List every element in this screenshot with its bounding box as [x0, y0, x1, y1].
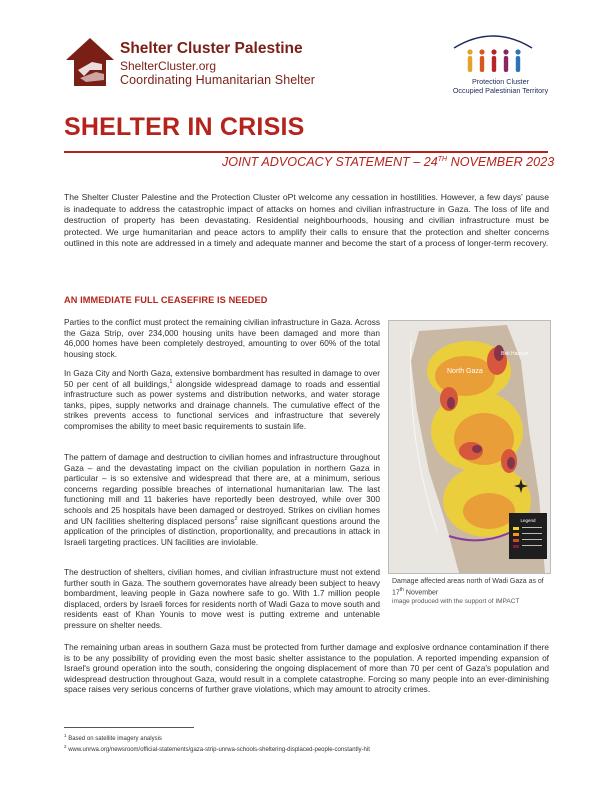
map-legend-title: Legend [520, 518, 536, 523]
protection-cluster-logo [438, 28, 563, 100]
map-label-north-gaza: North Gaza [447, 368, 483, 375]
document-subtitle [222, 155, 555, 169]
protection-cluster-territory: Occupied Palestinian Territory [452, 86, 549, 95]
subtitle-date: NOVEMBER 2023 [447, 155, 555, 169]
section-heading: AN IMMEDIATE FULL CEASEFIRE IS NEEDED [64, 295, 268, 305]
paragraph-south: The destruction of shelters, civilian homes, and civilian infrastructure must not extend further south in Gaza. The southern governorates have already been subject to heavy bombardment, leaving people in Gaza nowhere safe to go. With 1.7 million people displaced, orders by Israeli forces for residents north of Wadi Gaza to move south and residents east of Khan Younis to move west is putting extreme and untenable pressure on shelter needs. [64, 567, 380, 630]
subtitle-ordinal: TH [437, 155, 448, 163]
shelter-cluster-url[interactable]: ShelterCluster.org [120, 59, 217, 73]
footnote-ref-2[interactable]: 2 [234, 515, 238, 522]
paragraph-ihl [64, 452, 380, 547]
map-caption-text: Damage affected areas north of Wadi Gaza as of 17 [392, 578, 544, 597]
paragraph-text: alongside widespread damage to roads and essential infrastructure such as power systems and distribution networks, and water storage tanks, pipes, supply networks and drainage channels. The cumulative effect of the strikes prevents access to functional services and infrastructure that severely compromises the ability to meet basic requirements to sustain life. [64, 378, 380, 431]
paragraph-north-gaza [64, 368, 380, 432]
protection-cluster-name: Protection Cluster [471, 77, 530, 86]
map-label-beit-hanoun: Beit Hanoun [501, 351, 529, 357]
paragraph-text: raise significant questions around the application of the principles of distinction, proportionality, and precautions in attack in Israeli targeting practices. UN facilities are inviolable. [64, 515, 380, 547]
shelter-cluster-tagline: Coordinating Humanitarian Shelter [120, 73, 316, 87]
footnote-text: Based on satellite imagery analysis [68, 736, 162, 742]
map-caption-ordinal: th [399, 587, 404, 594]
footnote-number: 1 [64, 733, 67, 738]
title-divider [64, 151, 548, 153]
footnote-ref-1[interactable]: 1 [169, 378, 173, 385]
subtitle-main: JOINT ADVOCACY STATEMENT – 24 [222, 155, 438, 169]
damage-map-image [389, 321, 550, 573]
paragraph-southern-urban: The remaining urban areas in southern Gaza must be protected from further damage and explosive ordnance contamination if there is to be any possibility of providing even the most basic shelter assistance to the population. A reported impending expansion of Israel's ground operation into the south, considering the ongoing displacement of more than 70 per cent of Gaza's population and widespread destruction throughout Gaza, would result in a complete catastrophe. Forcing so many people into an ever-diminishing space raises very serious concerns of further grave violations, which may amount to atrocity crimes. [64, 642, 549, 695]
people-figures-icon [448, 30, 538, 82]
footnote-number: 2 [64, 744, 67, 749]
paragraph-text: The pattern of damage and destruction to civilian homes and infrastructure throughout Gaza – and the devastating impact on the civilian population in northern Gaza in particular – is so extensive and widespread that there are, at a minimum, serious concerns regarding possible breaches of international humanitarian law. The last functioning mill and 11 bakeries have reportedly been destroyed, while over 300 schools and 25 hospitals have been damaged or destroyed. Strikes on civilian homes and UN facilities sheltering displaced persons [64, 452, 380, 526]
footnote-2 [64, 744, 370, 753]
footnote-link[interactable]: www.unrwa.org/newsroom/official-statements/gaza-strip-unrwa-schools-sheltering-displaced-people-constantly-hit [68, 747, 370, 753]
footnote-1 [64, 733, 162, 742]
map-caption-month: November [403, 589, 439, 597]
house-hand-icon [64, 36, 116, 88]
intro-paragraph: The Shelter Cluster Palestine and the Protection Cluster oPt welcome any cessation in hostilities. However, a few days' pause is inadequate to address the catastrophic impact of attacks on homes and civilian infrastructure in Gaza. The loss of life and destruction of property has been devastating. Residential neighbourhoods, housing and civilian infrastructure must be protected. We urge humanitarian and peace actors to amplify their calls to ensure that the protection and shelter concerns outlined in this note are addressed in a timely and adequate manner and become the start of a process of longer-term recovery. [64, 192, 549, 249]
shelter-cluster-title: Shelter Cluster Palestine [120, 40, 303, 57]
footnote-divider [64, 727, 194, 728]
damage-map [388, 320, 551, 574]
paragraph-text: In Gaza City and North Gaza, extensive bombardment has resulted in damage to over 50 per cent of all buildings, [64, 368, 380, 389]
map-caption [392, 578, 552, 607]
map-credit: image produced with the support of IMPACT [392, 598, 520, 606]
shelter-cluster-logo [64, 32, 354, 92]
document-title: SHELTER IN CRISIS [64, 113, 305, 141]
paragraph-housing: Parties to the conflict must protect the remaining civilian infrastructure in Gaza. Across the Gaza Strip, over 234,000 housing units have been damaged and more than 46,000 homes have been completely destroyed, amounting to over 60% of the total housing stock. [64, 317, 380, 359]
